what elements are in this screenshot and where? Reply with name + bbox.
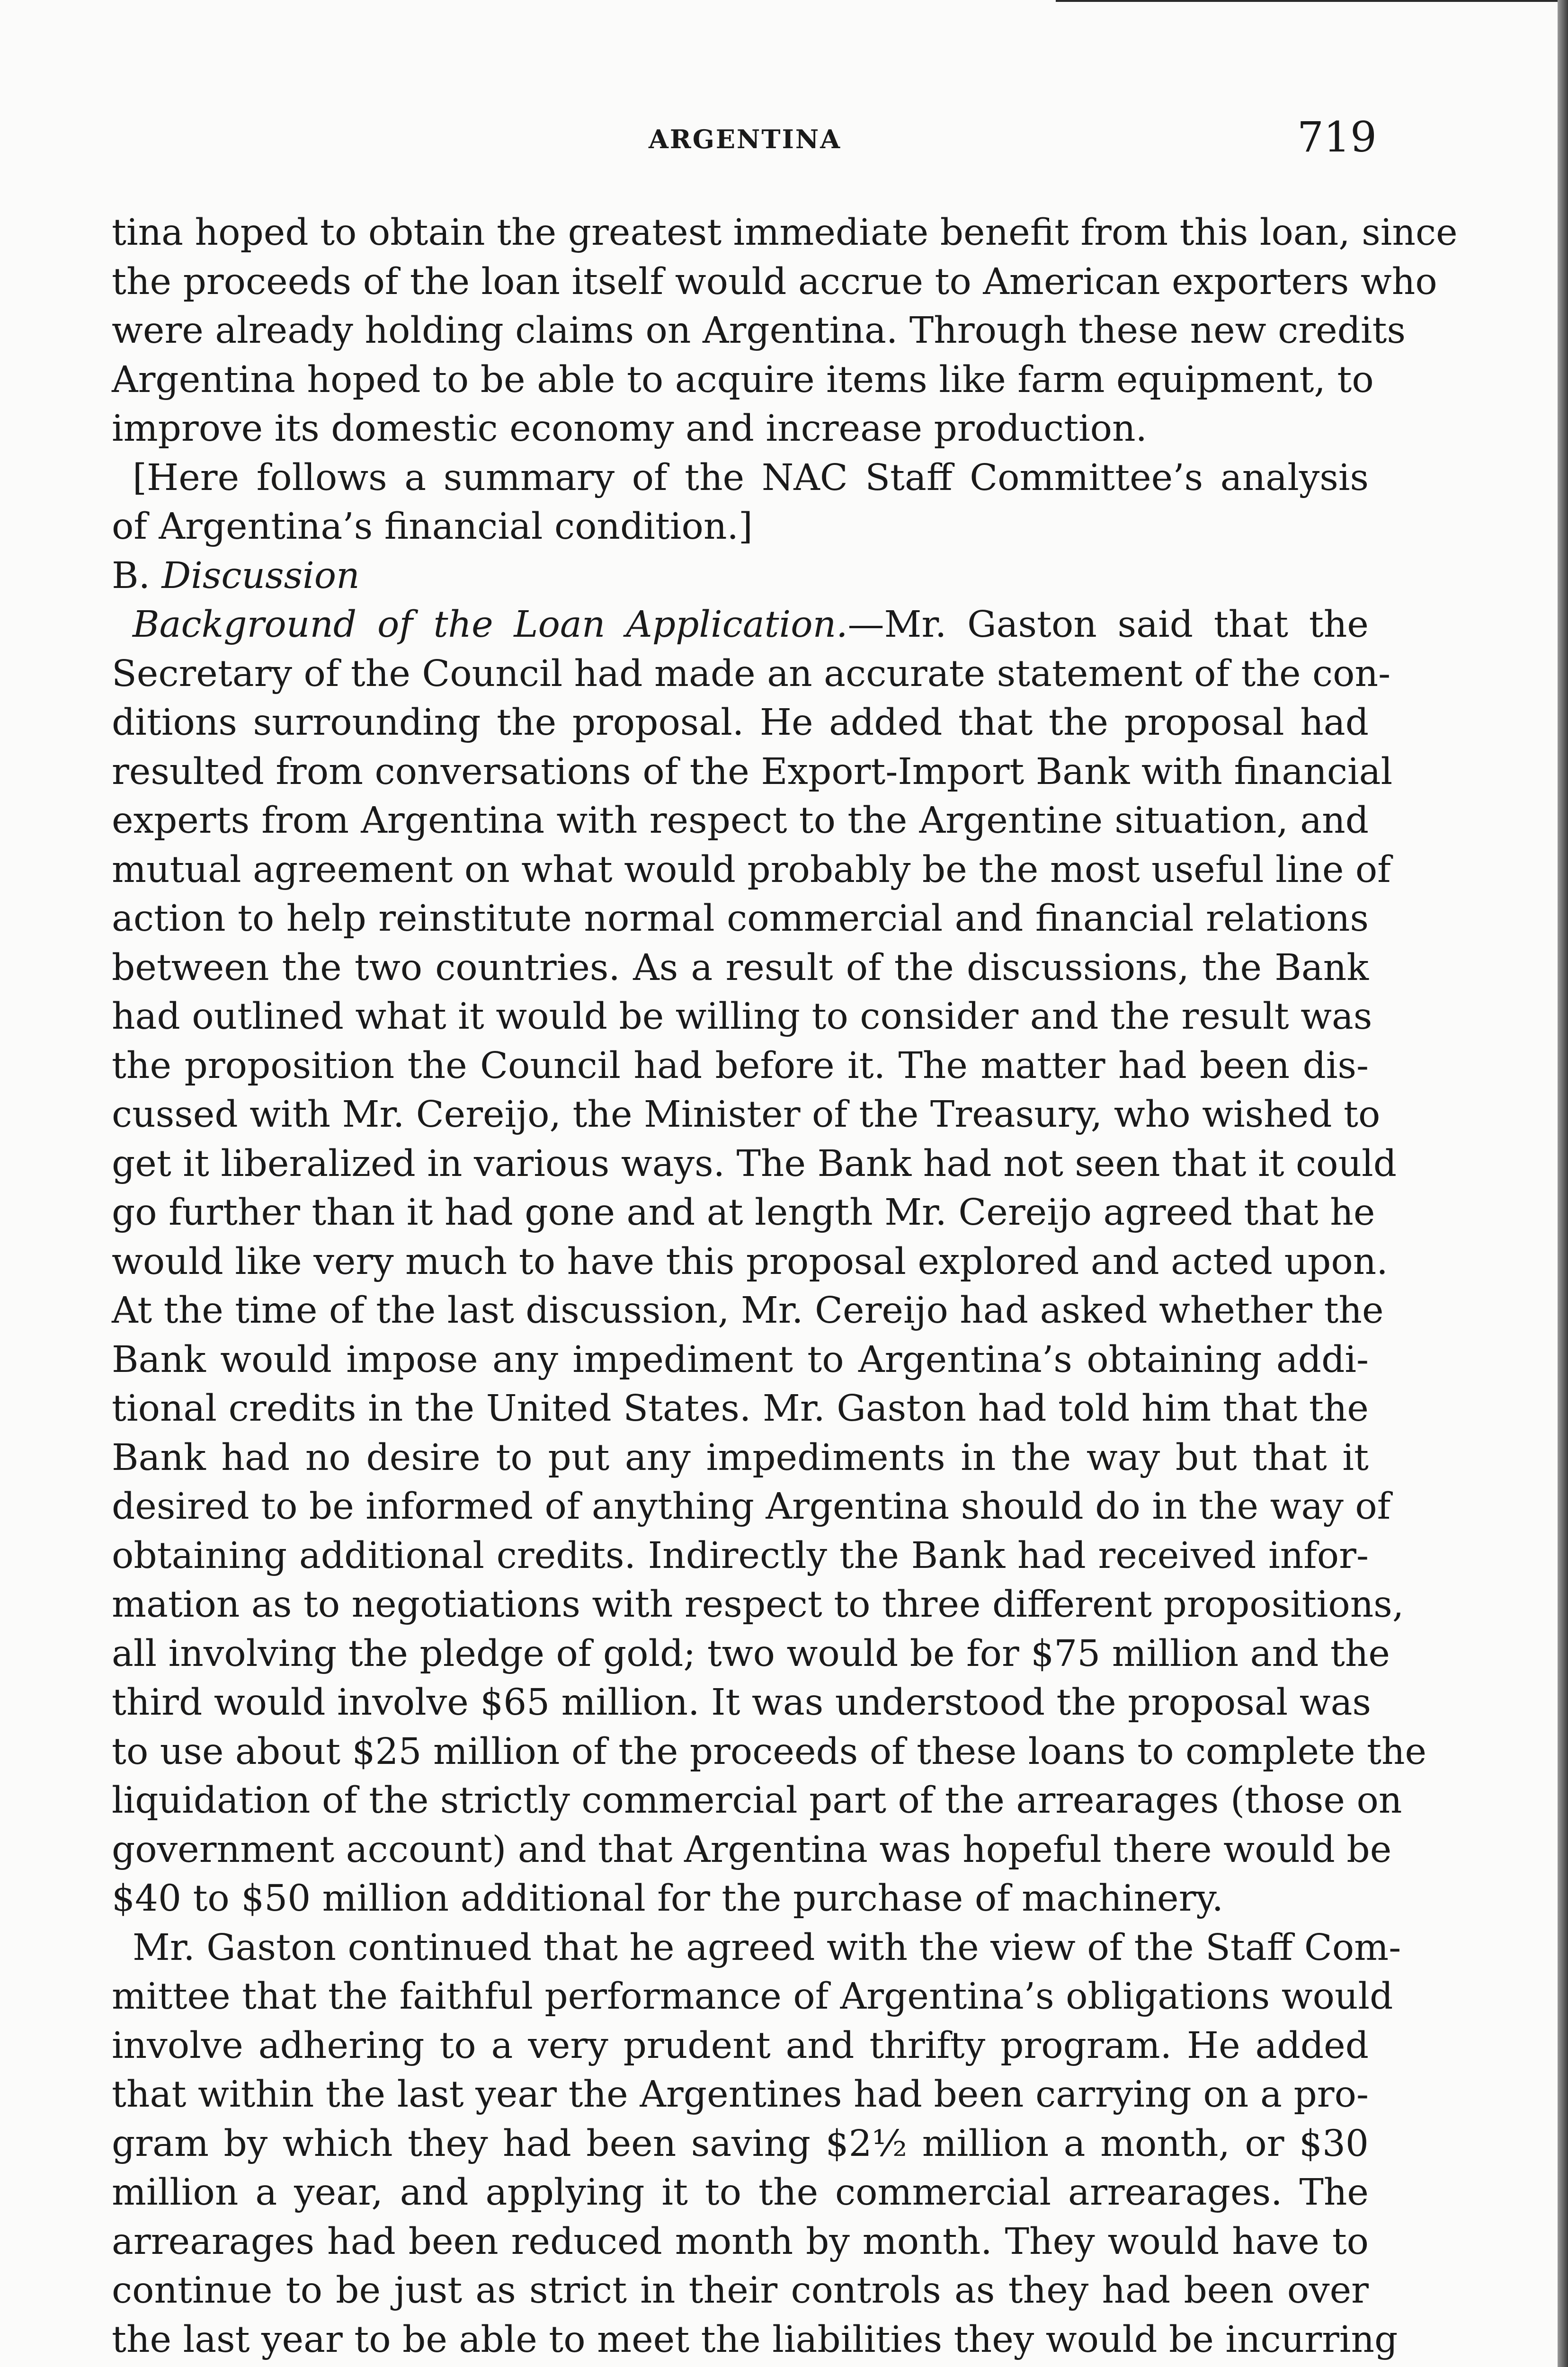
text-line: all involving the pledge of gold; two would be for $75 million and the <box>112 1632 1390 1675</box>
text-line: $40 to $50 million additional for the purchase of machinery. <box>112 1878 1224 1920</box>
text-line: had outlined what it would be willing to consider and the result was <box>112 996 1372 1038</box>
text-line: the proceeds of the loan itself would accrue to American exporters who <box>112 260 1437 303</box>
text-line: Bank would impose any impediment to Argentina’s obtaining addi- <box>112 1338 1369 1381</box>
top-border-rule <box>1056 0 1568 2</box>
text-line: government account) and that Argentina was hopeful there would be <box>112 1828 1392 1871</box>
page-spine-edge <box>1558 0 1568 2367</box>
text-line: mation as to negotiations with respect to three different propositions, <box>112 1584 1404 1626</box>
page-number: 719 <box>1297 113 1377 161</box>
text-line: the last year to be able to meet the liabilities they would be incurring <box>112 2318 1398 2361</box>
text-line: liquidation of the strictly commercial part of the arrearages (those on <box>112 1780 1402 1822</box>
text-line: mittee that the faithful performance of Argentina’s obligations would <box>112 1975 1393 2018</box>
text-line: arrearages had been reduced month by month. They would have to <box>112 2220 1369 2263</box>
text-line: Argentina hoped to be able to acquire items like farm equipment, to <box>112 358 1374 401</box>
text-line: between the two countries. As a result of the discussions, the Bank <box>112 946 1369 989</box>
running-head: ARGENTINA <box>649 124 842 154</box>
text-line: the proposition the Council had before it. The matter had been dis- <box>112 1044 1369 1087</box>
text-line: mutual agreement on what would probably be the most useful line of <box>112 848 1391 891</box>
paragraph-subhead: Background of the Loan Application. <box>133 604 848 646</box>
text-line <box>112 600 1369 650</box>
text-line: [Here follows a summary of the NAC Staff Committee’s analysis <box>133 456 1369 499</box>
text-line: go further than it had gone and at length Mr. Cereijo agreed that he <box>112 1192 1375 1234</box>
text-line: get it liberalized in various ways. The Bank had not seen that it could <box>112 1142 1397 1185</box>
text-line: to use about $25 million of the proceeds of these loans to complete the <box>112 1730 1427 1773</box>
text-line: resulted from conversations of the Export-Import Bank with financial <box>112 750 1393 793</box>
section-letter: B. <box>112 554 151 597</box>
section-title: Discussion <box>161 554 360 597</box>
text-line: continue to be just as strict in their controls as they had been over <box>112 2269 1369 2312</box>
text-line: third would involve $65 million. It was understood the proposal was <box>112 1682 1372 1724</box>
text-line: tina hoped to obtain the greatest immediate benefit from this loan, since <box>112 212 1458 254</box>
text-line: At the time of the last discussion, Mr. Cereijo had asked whether the <box>112 1290 1384 1332</box>
text-line: would like very much to have this proposal explored and acted upon. <box>112 1240 1388 1283</box>
text-line: action to help reinstitute normal commercial and financial relations <box>112 898 1369 940</box>
text-line: Bank had no desire to put any impediments in the way but that it <box>112 1436 1369 1479</box>
text-line: improve its domestic economy and increase production. <box>112 408 1148 450</box>
text-line: experts from Argentina with respect to the Argentine situation, and <box>112 800 1369 842</box>
section-heading <box>112 552 1369 601</box>
text-line: tional credits in the United States. Mr. Gaston had told him that the <box>112 1388 1369 1430</box>
text-line: were already holding claims on Argentina. Through these new credits <box>112 310 1406 352</box>
text-line: involve adhering to a very prudent and thrifty program. He added <box>112 2024 1369 2067</box>
text-line: gram by which they had been saving $2½ million a month, or $30 <box>112 2122 1369 2165</box>
text-line: obtaining additional credits. Indirectly the Bank had received infor- <box>112 1534 1369 1577</box>
body-text <box>112 208 1458 2364</box>
text-line: million a year, and applying it to the commercial arrearages. The <box>112 2171 1369 2214</box>
text-line: Secretary of the Council had made an accurate statement of the con- <box>112 652 1391 695</box>
text-line: cussed with Mr. Cereijo, the Minister of the Treasury, who wished to <box>112 1094 1381 1136</box>
text-line: that within the last year the Argentines had been carrying on a pro- <box>112 2073 1369 2116</box>
text-line: Mr. Gaston continued that he agreed with the view of the Staff Com- <box>133 1926 1401 1969</box>
text-line: ditions surrounding the proposal. He added that the proposal had <box>112 702 1369 744</box>
text-run: —Mr. Gaston said that the <box>847 604 1369 646</box>
text-line: of Argentina’s financial condition.] <box>112 506 753 548</box>
text-line: desired to be informed of anything Argentina should do in the way of <box>112 1486 1391 1528</box>
